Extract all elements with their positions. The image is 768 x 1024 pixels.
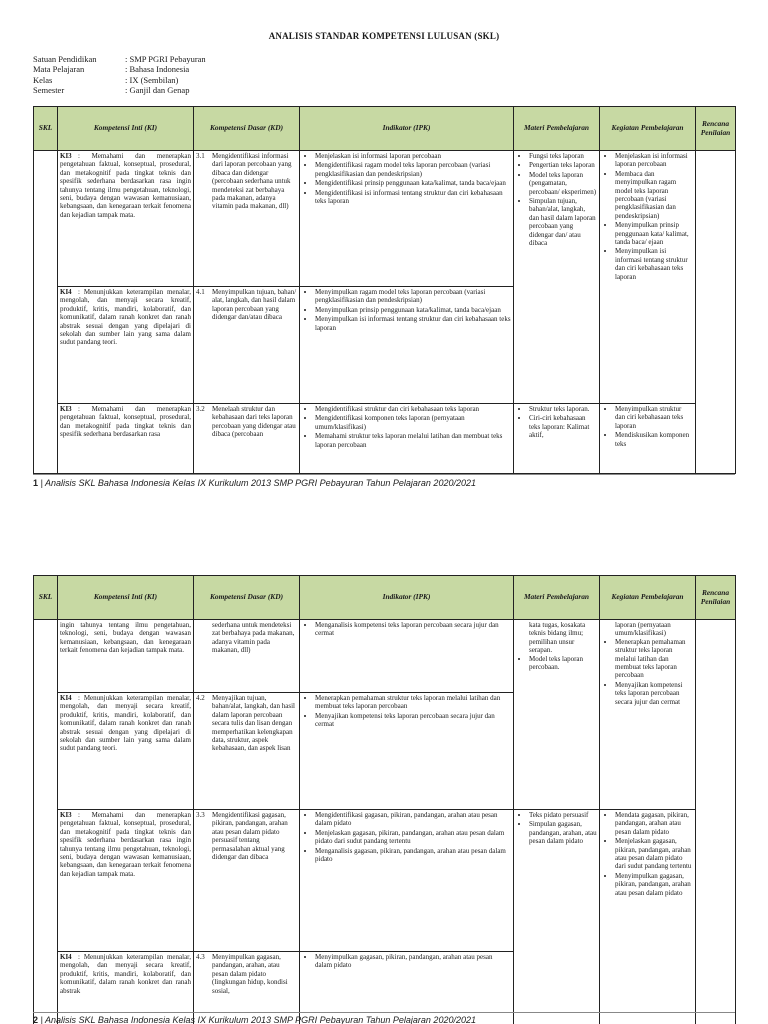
header-kd: Kompetensi Dasar (KD) bbox=[194, 107, 300, 151]
list-item: • Menyimpulkan prinsip penggunaan kata/kalimat, tanda baca/ejaan bbox=[315, 306, 511, 314]
header-rencana: Rencana Penilaian bbox=[696, 576, 736, 620]
header-ipk: Indikator (IPK) bbox=[300, 576, 514, 620]
ki-text: : Memahami dan menerapkan pengetahuan faktual, konseptual, prosedural, dan metakognitif pada tingkat teknis dan spesifik sederhana berdasarkan rasa ingin tahunya tentang ilmu pengetahuan, teknologi, seni, budaya dengan wawasan kemanusiaan, kebangsaan, dan kenegaraan terkait fenomena dan kejadian tampak mata. bbox=[60, 811, 191, 878]
list-item: • Mendiskusikan komponen teks bbox=[615, 431, 693, 448]
kd-number: 4.1 bbox=[196, 288, 205, 296]
meta-value: : Ganjil dan Genap bbox=[125, 84, 190, 95]
list-item: • Memahami struktur teks laporan melalui latihan dan membuat teks laporan percobaan bbox=[315, 432, 511, 449]
ipk-cell bbox=[300, 620, 514, 693]
kegiatan-cell bbox=[600, 404, 696, 474]
ipk-cell bbox=[300, 810, 514, 952]
header-ipk: Indikator (IPK) bbox=[300, 107, 514, 151]
list-item: • Mengidentifikasi prinsip penggunaan kata/kalimat, tanda baca/ejaan bbox=[315, 179, 511, 187]
ki-code: KI4 bbox=[60, 953, 72, 961]
list-item: • Membaca dan menyimpulkan ragam model teks laporan percobaan (variasi pengklasifikasian dan pendeskripsian) bbox=[615, 170, 693, 220]
page-2 bbox=[0, 575, 768, 1024]
header-skl: SKL bbox=[34, 107, 58, 151]
meta-value: : SMP PGRI Pebayuran bbox=[125, 54, 206, 64]
ipk-cell bbox=[300, 404, 514, 474]
header-ki: Kompetensi Inti (KI) bbox=[58, 576, 194, 620]
kd-cell bbox=[194, 151, 300, 287]
list-item: • Menyajikan kompetensi teks laporan percobaan secara jujur dan cermat bbox=[615, 681, 693, 706]
list-item: • Mendata gagasan, pikiran, pandangan, arahan atau pesan dalam pidato bbox=[615, 811, 693, 836]
page-gap bbox=[0, 500, 768, 575]
list-item: • Simpulan gagasan, pandangan, arahan, atau pesan dalam pidato bbox=[529, 820, 597, 845]
table-row bbox=[34, 620, 736, 693]
header-kegiatan: Kegiatan Pembelajaran bbox=[600, 107, 696, 151]
ipk-cell bbox=[300, 952, 514, 1024]
ki-code: KI4 bbox=[60, 694, 72, 702]
kd-number: 3.3 bbox=[196, 811, 205, 819]
kd-cell bbox=[194, 620, 300, 693]
ipk-cell bbox=[300, 693, 514, 810]
kd-text: sederhana untuk mendeteksi zat berbahaya pada makanan, adanya vitamin pada makanan, dll) bbox=[212, 621, 295, 655]
kd-cell bbox=[194, 952, 300, 1024]
list-continuation: laporan (pernyataan umum/klasifikasi) bbox=[615, 621, 671, 638]
meta-row bbox=[33, 85, 206, 95]
meta-row bbox=[33, 54, 206, 64]
ki-cell bbox=[58, 620, 194, 693]
meta-key: Kelas bbox=[33, 74, 53, 85]
document-title: ANALISIS STANDAR KOMPETENSI LULUSAN (SKL) bbox=[268, 31, 500, 41]
list-continuation: kata tugas, kosakata teknis bidang ilmu; pemilihan unsur serapan. bbox=[529, 621, 586, 655]
list-item: • Menjelaskan isi informasi laporan percobaan bbox=[315, 152, 511, 160]
footer-divider bbox=[33, 474, 735, 475]
kegiatan-cell bbox=[600, 151, 696, 404]
header-materi: Materi Pembelajaran bbox=[514, 576, 600, 620]
list-item: • Menyimpulkan struktur dan ciri kebahasaan teks laporan bbox=[615, 405, 693, 430]
list-item: • Pengertian teks laporan bbox=[529, 161, 597, 169]
list-item: • Model teks laporan percobaan. bbox=[529, 655, 597, 672]
list-item: • Menyajikan kompetensi teks laporan percobaan secara jujur dan cermat bbox=[315, 712, 511, 729]
header-materi: Materi Pembelajaran bbox=[514, 107, 600, 151]
header-ki: Kompetensi Inti (KI) bbox=[58, 107, 194, 151]
ki-cell bbox=[58, 151, 194, 287]
list-item: • Mengidentifikasi komponen teks laporan (pernyataan umum/klasifikasi) bbox=[315, 414, 511, 431]
list-item: • Ciri-ciri kebahasaan teks laporan: Kalimat aktif, bbox=[529, 414, 597, 439]
ki-code: KI3 bbox=[60, 811, 72, 819]
materi-cell bbox=[514, 151, 600, 404]
meta-value: : IX (Sembilan) bbox=[125, 74, 179, 85]
ki-text: : Menunjukkan keterampilan menalar, mengolah, dan menyaji secara kreatif, produktif, kritis, mandiri, kolaboratif, dan komunikatif, dalam ranah konkret dan ranah abstrak sesuai dengan yang dipelajari di sekolah dan sumber lain yang sama dalam sudut pandang teori. bbox=[60, 288, 191, 347]
list-item: • Menjelaskan gagasan, pikiran, pandangan, arahan atau pesan dalam pidato dari sudut pandang tertentu bbox=[615, 837, 693, 871]
list-item: • Mengidentifikasi gagasan, pikiran, pandangan, arahan atau pesan dalam pidato bbox=[315, 811, 511, 828]
list-item: • Menyimpulkan gagasan, pikiran, pandangan, arahan atau pesan dalam pidato bbox=[315, 953, 511, 970]
list-item: • Menjelaskan isi informasi laporan percobaan bbox=[615, 152, 693, 169]
list-item: • Fungsi teks laporan bbox=[529, 152, 597, 160]
table-row bbox=[34, 810, 736, 952]
ki-text: : Menunjukkan keterampilan menalar, mengolah, dan menyaji secara kreatif, produktif, kritis, mandiri, kolaboratif, dan komunikatif, dalam ranah konkret dan ranah abstrak bbox=[60, 953, 191, 995]
document-meta bbox=[33, 54, 206, 95]
footer-text: | Analisis SKL Bahasa Indonesia Kelas IX Kurikulum 2013 SMP PGRI Pebayuran Tahun Pelajaran 2020/2021 bbox=[40, 1015, 476, 1024]
list-item: • Simpulan tujuan, bahan/alat, langkah, dan hasil dalam laporan percobaan yang didengar dan/ atau dibaca bbox=[529, 197, 597, 247]
list-item: • Mengidentifikasi ragam model teks laporan percobaan (variasi pengklasifikasian dan pendeskripsian) bbox=[315, 161, 511, 178]
ki-text: ingin tahunya tentang ilmu pengetahuan, teknologi, seni, budaya dengan wawasan kemanusiaan, kebangsaan, dan kenegaraan terkait fenomena dan kejadian tampak mata. bbox=[60, 621, 191, 655]
kd-number: 3.1 bbox=[196, 152, 205, 160]
kd-number: 4.2 bbox=[196, 694, 205, 702]
kd-cell bbox=[194, 287, 300, 404]
meta-row bbox=[33, 64, 206, 74]
skl-table-page-1 bbox=[33, 106, 736, 474]
skl-cell bbox=[34, 151, 58, 474]
rencana-cell bbox=[696, 151, 736, 474]
list-item: • Menyimpulkan prinsip penggunaan kata/ kalimat, tanda baca/ ejaan bbox=[615, 221, 693, 246]
page-number: 2 bbox=[33, 1015, 39, 1024]
list-item: • Mengidentifikasi isi informasi tentang struktur dan ciri kebahasaan teks laporan bbox=[315, 189, 511, 206]
kd-cell bbox=[194, 810, 300, 952]
table-row bbox=[34, 404, 736, 474]
list-item: • Menerapkan pemahaman struktur teks laporan melalui latihan dan membuat teks laporan percobaan bbox=[615, 638, 693, 680]
kd-cell bbox=[194, 693, 300, 810]
ki-cell bbox=[58, 952, 194, 1024]
header-rencana: Rencana Penilaian bbox=[696, 107, 736, 151]
page-footer bbox=[33, 478, 476, 488]
ipk-cell bbox=[300, 151, 514, 287]
header-kegiatan: Kegiatan Pembelajaran bbox=[600, 576, 696, 620]
header-skl: SKL bbox=[34, 576, 58, 620]
materi-cell bbox=[514, 810, 600, 1024]
skl-cell bbox=[34, 620, 58, 1024]
list-item: • Menjelaskan gagasan, pikiran, pandangan, arahan atau pesan dalam pidato dari sudut pandang tertentu bbox=[315, 829, 511, 846]
ki-text: : Memahami dan menerapkan pengetahuan faktual, konseptual, prosedural, dan metakognitif pada tingkat teknis dan spesifik sederhana berdasarkan rasa ingin tahunya tentang ilmu pengetahuan, teknologi, seni, budaya dengan wawasan kemanusiaan, kebangsaan, dan kenegaraan terkait fenomena dan kejadian tampak mata. bbox=[60, 152, 191, 219]
skl-table-page-2 bbox=[33, 575, 736, 1024]
materi-cell bbox=[514, 620, 600, 810]
meta-key: Semester bbox=[33, 84, 65, 95]
ipk-cell bbox=[300, 287, 514, 404]
kegiatan-cell bbox=[600, 620, 696, 810]
kd-number: 3.2 bbox=[196, 405, 205, 413]
ki-cell bbox=[58, 693, 194, 810]
page-number: 1 bbox=[33, 478, 39, 488]
footer-divider bbox=[33, 1012, 735, 1013]
list-item: • Menyimpulkan gagasan, pikiran, pandangan, arahan atau pesan dalam pidato bbox=[615, 872, 693, 897]
list-item: • Menyimpulkan isi informasi tentang struktur dan ciri kebahasaan teks laporan bbox=[615, 247, 693, 281]
ki-cell bbox=[58, 287, 194, 404]
kd-text: Menyimpulkan gagasan, pandangan, arahan, atau pesan dalam pidato (lingkungan hidup, kondisi sosial, bbox=[212, 953, 288, 995]
kd-text: Menyimpulkan tujuan, bahan/ alat, langkah, dan hasil dalam laporan percobaan yang didengar dan/atau dibaca bbox=[212, 288, 297, 322]
ki-text: : Menunjukkan keterampilan menalar, mengolah, dan menyaji secara kreatif, produktif, kritis, mandiri, kolaboratif, dan komunikatif, dalam ranah konkret dan ranah abstrak sesuai dengan yang dipelajari di sekolah dan sumber lain yang sama dalam sudut pandang teori. bbox=[60, 694, 191, 753]
ki-cell bbox=[58, 404, 194, 474]
meta-key: Mata Pelajaran bbox=[33, 64, 85, 75]
list-item: • Menganalisis kompetensi teks laporan percobaan secara jujur dan cermat bbox=[315, 621, 511, 638]
header-row bbox=[34, 107, 736, 151]
table-row bbox=[34, 151, 736, 287]
list-item: • Menyimpulkan ragam model teks laporan percobaan (variasi pengklasifikasian dan pendeskripsian) bbox=[315, 288, 511, 305]
ki-code: KI3 bbox=[60, 405, 72, 413]
footer-text: | Analisis SKL Bahasa Indonesia Kelas IX Kurikulum 2013 SMP PGRI Pebayuran Tahun Pelajaran 2020/2021 bbox=[40, 478, 476, 488]
meta-row bbox=[33, 75, 206, 85]
kd-text: Mengidentifikasi informasi dari laporan percobaan yang dibaca dan didengar (percobaan sederhana untuk mendeteksi zat berbahaya pada makanan, adanya vitamin pada makanan, dll) bbox=[212, 152, 292, 211]
list-item: • Model teks laporan (pengamatan, percobaan/ eksperimen) bbox=[529, 171, 597, 196]
kd-number: 4.3 bbox=[196, 953, 205, 961]
kd-text: Menyajikan tujuan, bahan/alat, langkah, dan hasil dalam laporan percobaan secara tulis dan lisan dengan memperhatikan kelengkapan data, struktur, aspek kebahasaan, dan aspek lisan bbox=[212, 694, 295, 753]
list-item: • Menerapkan pemahaman struktur teks laporan melalui latihan dan membuat teks laporan percobaan bbox=[315, 694, 511, 711]
kd-text: Mengidentifikasi gagasan, pikiran, pandangan, arahan atau pesan dalam pidato persuasif tentang permasalahan aktual yang didengar dan dibaca bbox=[212, 811, 288, 862]
rencana-cell bbox=[696, 620, 736, 1024]
page-footer bbox=[33, 1015, 476, 1024]
list-item: • Menyimpulkan isi informasi tentang struktur dan ciri kebahasaan teks laporan bbox=[315, 315, 511, 332]
page-1 bbox=[0, 0, 768, 500]
ki-text: : Memahami dan menerapkan pengetahuan faktual, konseptual, prosedural, dan metakognitif pada tingkat teknis dan spesifik sederhana berdasarkan rasa bbox=[60, 405, 191, 439]
list-item: • Mengidentifikasi struktur dan ciri kebahasaan teks laporan bbox=[315, 405, 511, 413]
list-item: • Teks pidato persuasif bbox=[529, 811, 597, 819]
kd-text: Menelaah struktur dan kebahasaan dari teks laporan percobaan yang didengar atau dibaca (percobaan bbox=[212, 405, 296, 439]
kd-cell bbox=[194, 404, 300, 474]
ki-code: KI4 bbox=[60, 288, 72, 296]
meta-key: Satuan Pendidikan bbox=[33, 54, 97, 64]
header-row bbox=[34, 576, 736, 620]
ki-code: KI3 bbox=[60, 152, 72, 160]
list-item: • Struktur teks laporan. bbox=[529, 405, 597, 413]
header-kd: Kompetensi Dasar (KD) bbox=[194, 576, 300, 620]
meta-value: : Bahasa Indonesia bbox=[125, 64, 190, 75]
list-item: • Menganalisis gagasan, pikiran, pandangan, arahan atau pesan dalam pidato bbox=[315, 847, 511, 864]
ki-cell bbox=[58, 810, 194, 952]
materi-cell bbox=[514, 404, 600, 474]
kegiatan-cell bbox=[600, 810, 696, 1024]
